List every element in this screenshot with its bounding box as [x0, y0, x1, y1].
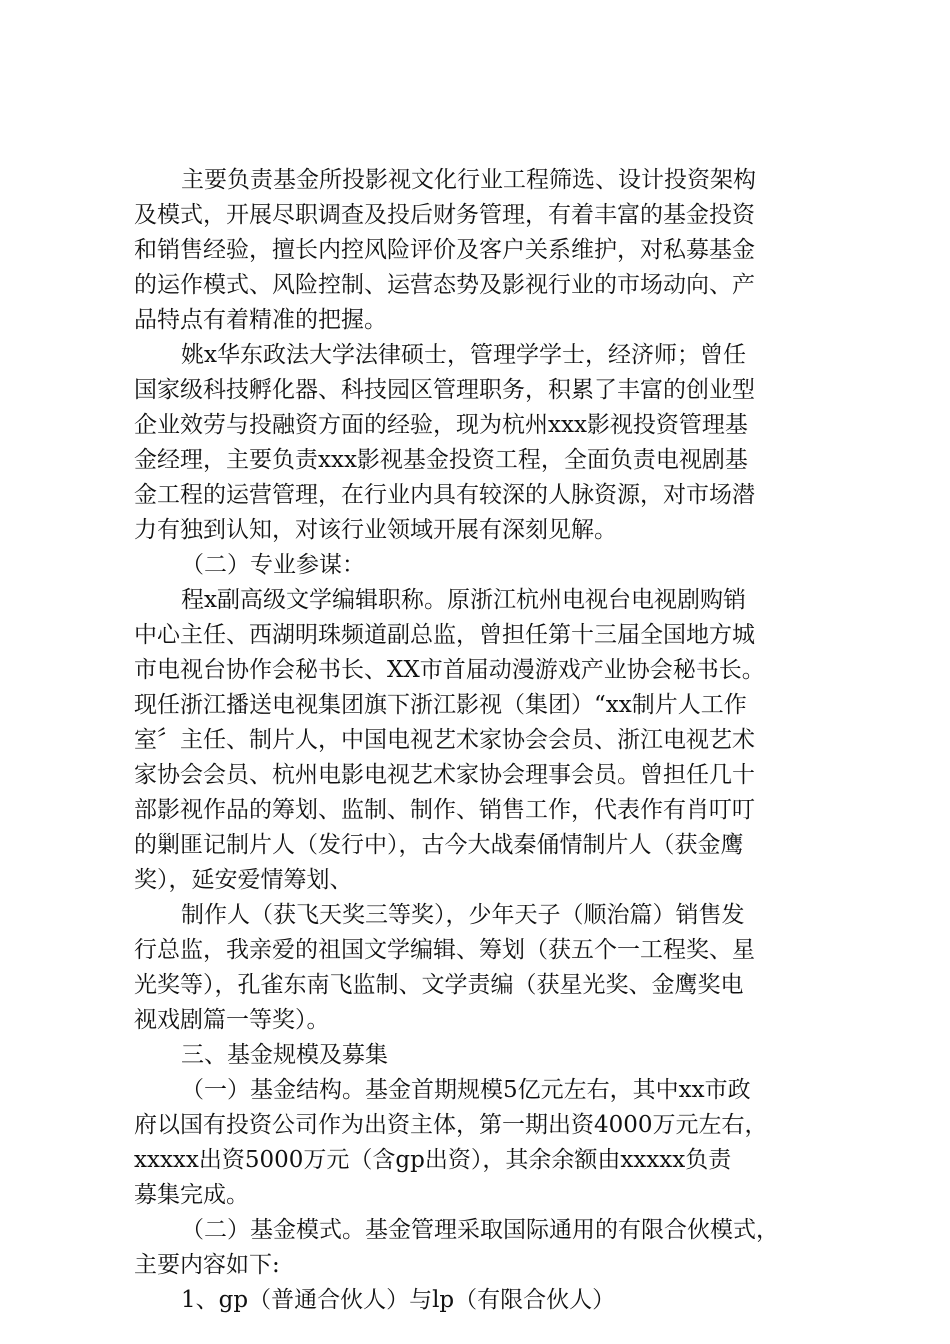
text-line: 及模式，开展尽职调查及投后财务管理，有着丰富的基金投资: [134, 202, 755, 228]
text-line: （二）基金模式。基金管理采取国际通用的有限合伙模式，: [181, 1217, 779, 1243]
text-line: 姚x华东政法大学法律硕士，管理学学士，经济师；曾任: [181, 342, 746, 368]
text-line: 室〞主任、制片人，中国电视艺术家协会会员、浙江电视艺术: [134, 727, 755, 753]
text-line: 品特点有着精准的把握。: [134, 307, 387, 333]
text-line: 部影视作品的筹划、监制、制作、销售工作，代表作有肖叮叮: [134, 797, 755, 823]
text-line: 制作人（获飞天奖三等奖），少年天子（顺治篇）销售发: [181, 902, 745, 928]
text-line: 视戏剧篇一等奖）。: [134, 1007, 330, 1033]
text-line: 力有独到认知，对该行业领域开展有深刻见解。: [134, 517, 617, 543]
text-line: 主要负责基金所投影视文化行业工程筛选、设计投资架构: [181, 167, 756, 193]
list-item: 1、gp（普通合伙人）与lp（有限合伙人）: [181, 1287, 616, 1313]
text-line: 的剿匪记制片人（发行中），古今大战秦俑情制片人（获金鹰: [134, 832, 744, 858]
text-line: （一）基金结构。基金首期规模5亿元左右，其中xx市政: [181, 1077, 751, 1103]
text-line: 中心主任、西湖明珠频道副总监，曾担任第十三届全国地方城: [134, 622, 755, 648]
text-line: 金经理，主要负责xxx影视基金投资工程，全面负责电视剧基: [134, 447, 748, 473]
text-line: 市电视台协作会秘书长、XX市首届动漫游戏产业协会秘书长。: [134, 657, 765, 683]
text-line: 程x副高级文学编辑职称。原浙江杭州电视台电视剧购销: [181, 587, 746, 613]
section-heading: （二）专业参谋：: [181, 552, 365, 578]
section-heading: 三、基金规模及募集: [181, 1042, 388, 1068]
text-line: 募集完成。: [134, 1182, 249, 1208]
text-line: 和销售经验，擅长内控风险评价及客户关系维护，对私募基金: [134, 237, 755, 263]
text-line: 奖），延安爱情筹划、: [134, 867, 353, 893]
text-line: 国家级科技孵化器、科技园区管理职务，积累了丰富的创业型: [134, 377, 755, 403]
text-line: 的运作模式、风险控制、运营态势及影视行业的市场动向、产: [134, 272, 755, 298]
text-line: 金工程的运营管理，在行业内具有较深的人脉资源，对市场潜: [134, 482, 755, 508]
text-line: 现任浙江播送电视集团旗下浙江影视（集团）“xx制片人工作: [134, 692, 747, 718]
text-line: 主要内容如下:: [134, 1252, 280, 1278]
document-body: [134, 163, 834, 1318]
text-line: 家协会会员、杭州电影电视艺术家协会理事会员。曾担任几十: [134, 762, 755, 788]
text-line: 行总监，我亲爱的祖国文学编辑、筹划（获五个一工程奖、星: [134, 937, 755, 963]
text-line: 企业效劳与投融资方面的经验，现为杭州xxx影视投资管理基: [134, 412, 748, 438]
text-line: xxxxx出资5000万元（含gp出资），其余余额由xxxxx负责: [134, 1147, 732, 1173]
text-line: 府以国有投资公司作为出资主体，第一期出资4000万元左右，: [134, 1112, 768, 1138]
text-line: 光奖等），孔雀东南飞监制、文学责编（获星光奖、金鹰奖电: [134, 972, 744, 998]
